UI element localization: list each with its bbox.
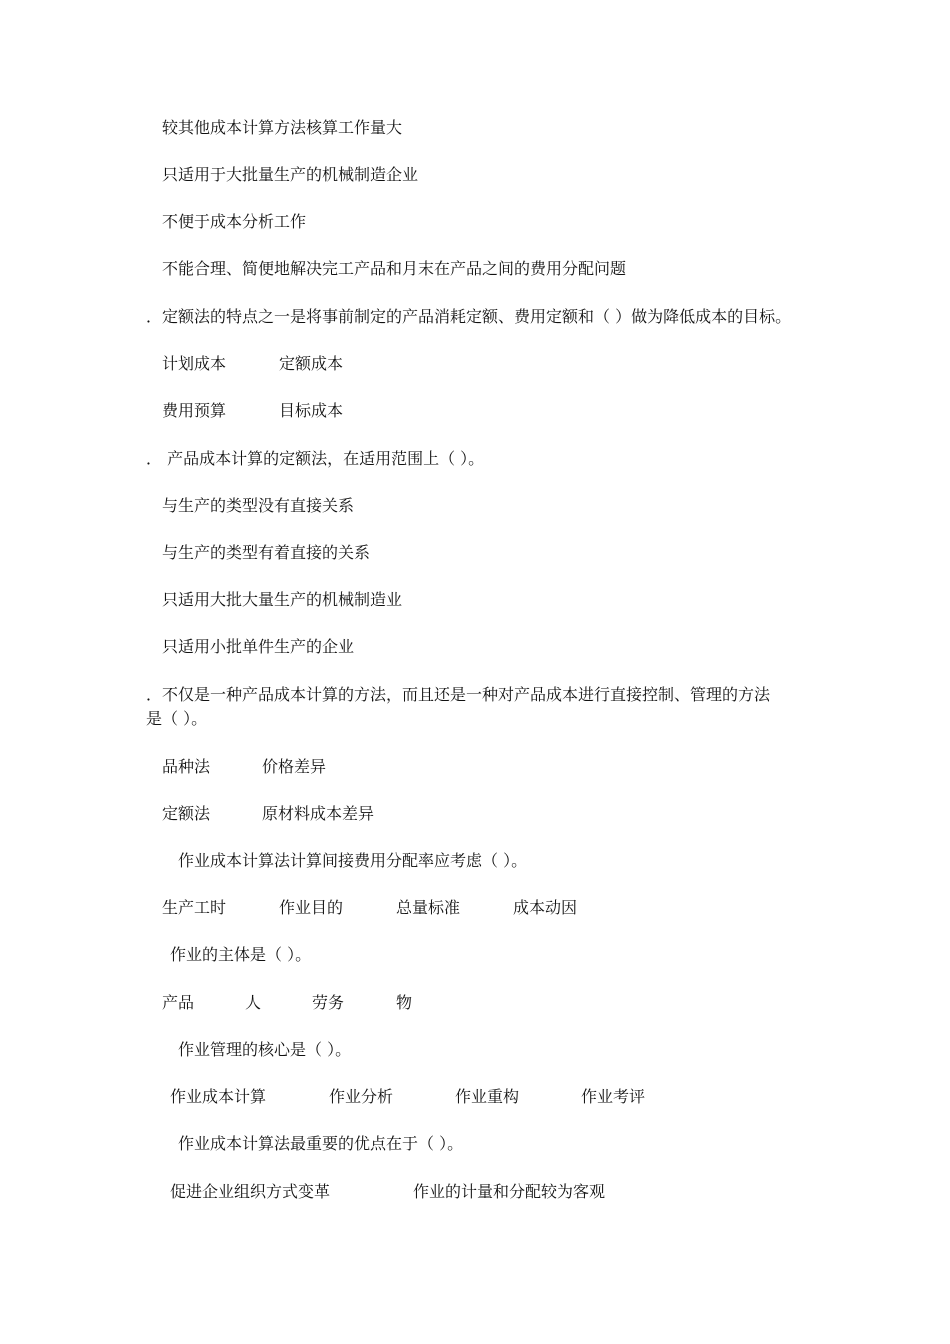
question-text: ．定额法的特点之一是将事前制定的产品消耗定额、费用定额和（ ）做为降低成本的目标。 — [146, 307, 792, 326]
option-text: 作业考评 — [581, 1087, 646, 1106]
option-text: 产品 — [162, 993, 195, 1012]
option-text: 只适用大批大量生产的机械制造业 — [162, 590, 403, 609]
option-text: 作业重构 — [455, 1087, 520, 1106]
question-text: 作业成本计算法最重要的优点在于（ ）。 — [178, 1134, 464, 1153]
option-text: 作业目的 — [279, 898, 344, 917]
option-text: 与生产的类型没有直接关系 — [162, 496, 355, 515]
question-text: ． 产品成本计算的定额法，在适用范围上（ ）。 — [146, 449, 485, 468]
question-text: 作业管理的核心是（ ）。 — [178, 1040, 352, 1059]
option-text: 成本动因 — [513, 898, 578, 917]
question-text: 作业成本计算法计算间接费用分配率应考虑（ ）。 — [178, 851, 528, 870]
option-text: 定额成本 — [279, 354, 344, 373]
option-text: 只适用小批单件生产的企业 — [162, 637, 355, 656]
question-text: 是（ ）。 — [146, 709, 208, 728]
option-text: 不能合理、简便地解决完工产品和月末在产品之间的费用分配问题 — [162, 259, 627, 278]
option-text: 与生产的类型有着直接的关系 — [162, 543, 371, 562]
option-text: 目标成本 — [279, 401, 344, 420]
option-text: 较其他成本计算方法核算工作量大 — [162, 118, 403, 137]
option-text: 总量标准 — [396, 898, 461, 917]
option-text: 计划成本 — [162, 354, 227, 373]
option-text: 物 — [396, 993, 413, 1012]
option-text: 作业成本计算 — [170, 1087, 267, 1106]
question-text: 作业的主体是（ ）。 — [170, 945, 312, 964]
option-text: 价格差异 — [262, 757, 327, 776]
option-text: 生产工时 — [162, 898, 227, 917]
option-text: 劳务 — [312, 993, 345, 1012]
option-text: 人 — [245, 993, 262, 1012]
option-text: 不便于成本分析工作 — [162, 212, 307, 231]
option-text: 只适用于大批量生产的机械制造企业 — [162, 165, 419, 184]
question-text: ．不仅是一种产品成本计算的方法，而且还是一种对产品成本进行直接控制、管理的方法 — [146, 685, 771, 704]
option-text: 定额法 — [162, 804, 211, 823]
option-text: 促进企业组织方式变革 — [170, 1182, 331, 1201]
option-text: 作业的计量和分配较为客观 — [413, 1182, 606, 1201]
option-text: 作业分析 — [329, 1087, 394, 1106]
option-text: 原材料成本差异 — [262, 804, 375, 823]
option-text: 品种法 — [162, 757, 211, 776]
option-text: 费用预算 — [162, 401, 227, 420]
